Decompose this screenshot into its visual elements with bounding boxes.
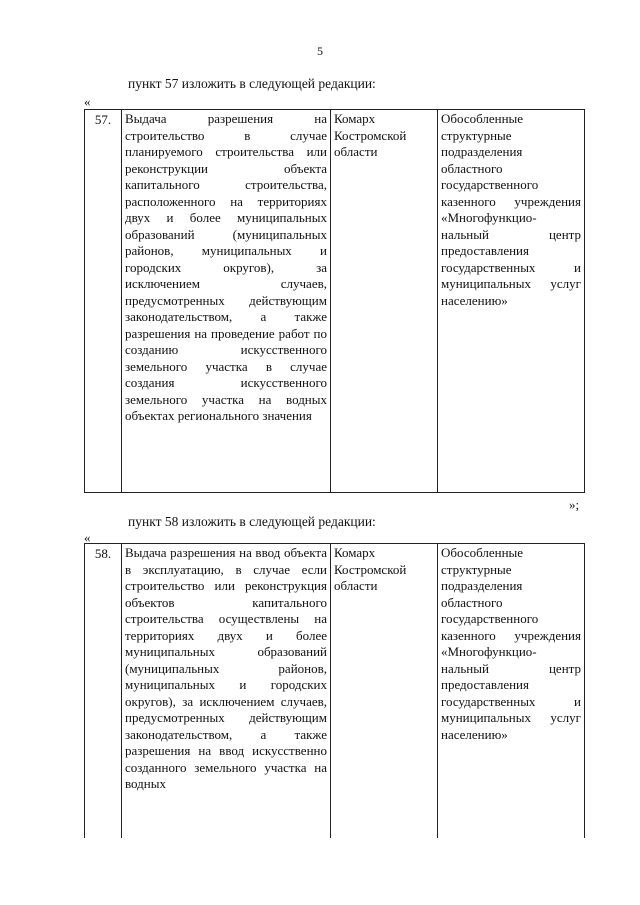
service-description: Выдача разрешения на ввод объекта в эксплуатацию, в случае если строительство или реконструкция объектов капитального строительства осуществлены на территориях двух и более муниципальных образований (муниципальных районов, муниципальных и городских округов), за исключением случаев, предусмотренных действующим законодательством, а также разрешения на ввод искусственно созданного земельного участка на водных [122,544,331,838]
authority-name: Комарх Костромской области [331,544,438,838]
opening-quote-57: « [84,94,91,109]
closing-quote-57: »; [569,497,580,512]
table-row [85,544,585,838]
page-number: 5 [317,44,323,58]
authority-name: Комарх Костромской области [331,110,438,493]
executor-name: Обособленные структурные подразделения областного государственного казенного учреждения «Многофункцио-нальный центр предоставления государственных и муниципальных услуг населению» [438,544,585,838]
intro-paragraph-58: пункт 58 изложить в следующей редакции: [128,514,376,529]
item-number: 58. [85,544,122,838]
item-number: 57. [85,110,122,493]
table-row [85,110,585,493]
executor-name: Обособленные структурные подразделения областного государственного казенного учреждения «Многофункцио-нальный центр предоставления государственных и муниципальных услуг населению» [438,110,585,493]
service-description: Выдача разрешения на строительство в случае планируемого строительства или реконструкции объекта капитального строительства, расположенного на территориях двух и более муниципальных образований (муниципальных районов, муниципальных и городских округов), за исключением случаев, предусмотренных действующим законодательством, а также разрешения на проведение работ по созданию искусственного земельного участка в случае создания искусственного земельного участка на водных объектах регионального значения [122,110,331,493]
opening-quote-58: « [84,530,91,545]
intro-paragraph-57: пункт 57 изложить в следующей редакции: [128,76,376,91]
table-item-58 [84,543,585,838]
table-item-57 [84,109,585,493]
